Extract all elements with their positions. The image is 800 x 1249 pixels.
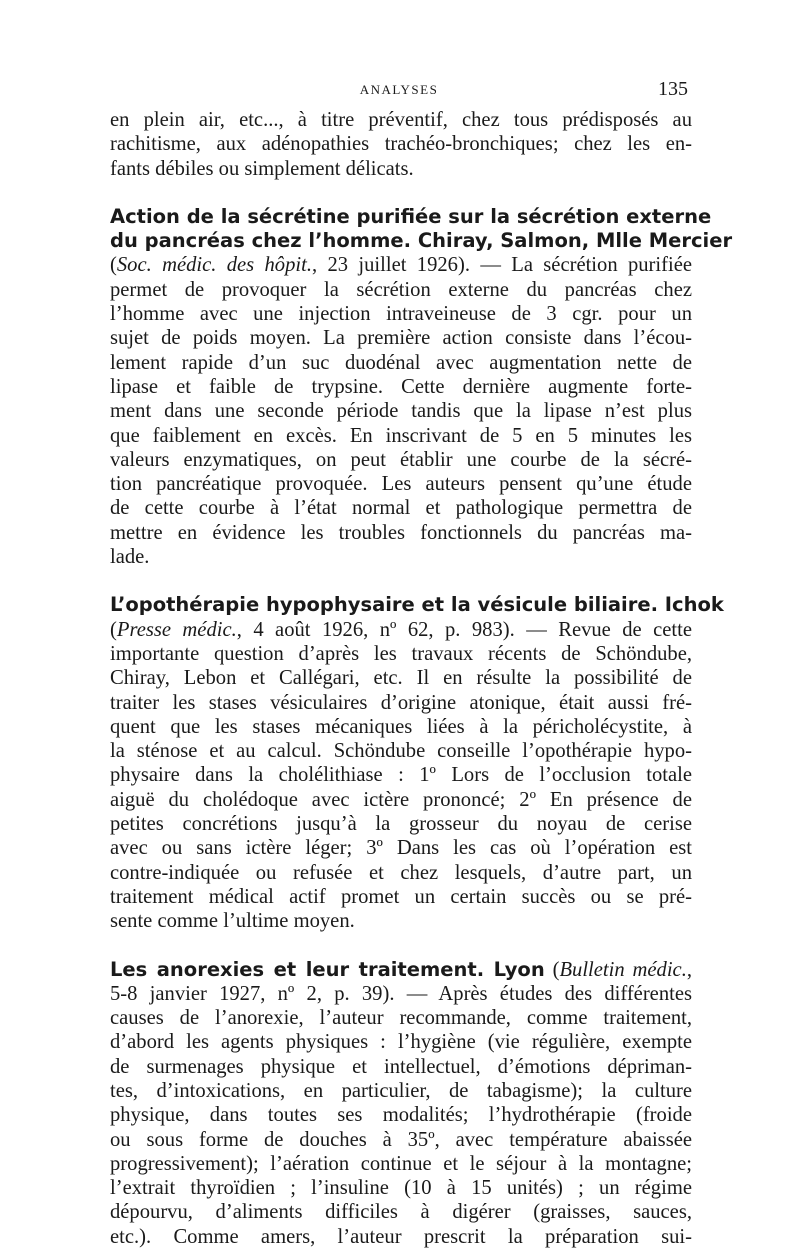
text-line: physique, dans toutes ses modalités; l’hydrothérapie (froide [110,1103,692,1127]
text-line: lipase et faible de trypsine. Cette dernière augmente forte- [110,375,692,399]
article-title: Les anorexies et leur traitement. Lyon [110,958,545,981]
article-title: L’opothérapie hypophysaire et la vésicule biliaire. Ichok [110,593,692,617]
text-line: dépourvu, d’aliments difficiles à digérer (graisses, sauces, [110,1200,692,1224]
text-line: petites concrétions jusqu’à la grosseur du noyau de cerise [110,812,692,836]
text-line: aiguë du cholédoque avec ictère prononcé; 2º En présence de [110,788,692,812]
text-line: que faiblement en excès. En inscrivant de 5 en 5 minutes les [110,424,692,448]
article-title: du pancréas chez l’homme. Chiray, Salmon, Mlle Mercier [110,229,692,253]
text-line: lement rapide d’un suc duodénal avec augmentation nette de [110,351,692,375]
article-anorexies [110,958,692,1249]
text-line: mettre en évidence les troubles fonctionnels du pancréas ma- [110,521,692,545]
page-body [110,108,692,1249]
text-line: 5-8 janvier 1927, nº 2, p. 39). — Après études des différentes [110,982,692,1006]
text-line: causes de l’anorexie, l’auteur recommande, comme traitement, [110,1006,692,1030]
text-line: permet de provoquer la sécrétion externe du pancréas chez [110,278,692,302]
text-line: ment dans une seconde période tandis que la lipase n’est plus [110,399,692,423]
text-line: contre-indiquée ou refusée et chez lesquels, d’autre part, un [110,861,692,885]
article-reference: (Soc. médic. des hôpit., 23 juillet 1926). — La sécrétion purifiée [110,253,692,277]
text-line: l’homme avec une injection intraveineuse de 3 cgr. pour un [110,302,692,326]
journal-name: Bulletin médic. [559,959,686,981]
text-line: tes, d’intoxications, en particulier, de tabagisme); la culture [110,1079,692,1103]
text-line: quent que les stases mécaniques liées à la péricholécystite, à [110,715,692,739]
article-reference: (Presse médic., 4 août 1926, nº 62, p. 983). — Revue de cette [110,618,692,642]
text-line: la sténose et au calcul. Schöndube conseille l’opothérapie hypo- [110,739,692,763]
article-secretine [110,205,692,569]
text-line: rachitisme, aux adénopathies trachéo-bronchiques; chez les en- [110,132,692,156]
text-line: sujet de poids moyen. La première action consiste dans l’écou- [110,326,692,350]
text-line: traiter les stases vésiculaires d’origine atonique, était aussi fré- [110,691,692,715]
text-line: tion pancréatique provoquée. Les auteurs pensent qu’une étude [110,472,692,496]
text-line: progressivement); l’aération continue et le séjour à la montagne; [110,1152,692,1176]
text-line: Chiray, Lebon et Callégari, etc. Il en résulte la possibilité de [110,666,692,690]
text-line: d’abord les agents physiques : l’hygiène (vie régulière, exempte [110,1030,692,1054]
text-line: physaire dans la cholélithiase : 1º Lors de l’occlusion totale [110,763,692,787]
text-line: ou sous forme de douches à 35º, avec température abaissée [110,1128,692,1152]
page-header [110,78,688,102]
text-line: traitement médical actif promet un certain succès ou se pré- [110,885,692,909]
text-line: avec ou sans ictère léger; 3º Dans les cas où l’opération est [110,836,692,860]
text-line: etc.). Comme amers, l’auteur prescrit la préparation sui- [110,1225,692,1249]
text-line: importante question d’après les travaux récents de Schöndube, [110,642,692,666]
text-line: en plein air, etc..., à titre préventif, chez tous prédisposés au [110,108,692,132]
article-opotherapie [110,593,692,933]
running-head: ANALYSES [110,82,688,98]
continued-paragraph [110,108,692,181]
text-line: de cette courbe à l’état normal et pathologique permettra de [110,496,692,520]
text-line: lade. [110,545,692,569]
journal-name: Soc. médic. des hôpit. [117,254,312,276]
text-line: sente comme l’ultime moyen. [110,909,692,933]
text-line: fants débiles ou simplement délicats. [110,157,692,181]
text-line: valeurs enzymatiques, on peut établir une courbe de la sécré- [110,448,692,472]
article-title-line: Les anorexies et leur traitement. Lyon (Bulletin médic., [110,958,692,982]
article-title: Action de la sécrétine purifiée sur la sécrétion externe [110,205,692,229]
journal-name: Presse médic. [117,619,237,641]
page-number: 135 [658,78,688,101]
text-line: l’extrait thyroïdien ; l’insuline (10 à 15 unités) ; un régime [110,1176,692,1200]
text-line: de surmenages physique et intellectuel, d’émotions dépriman- [110,1055,692,1079]
